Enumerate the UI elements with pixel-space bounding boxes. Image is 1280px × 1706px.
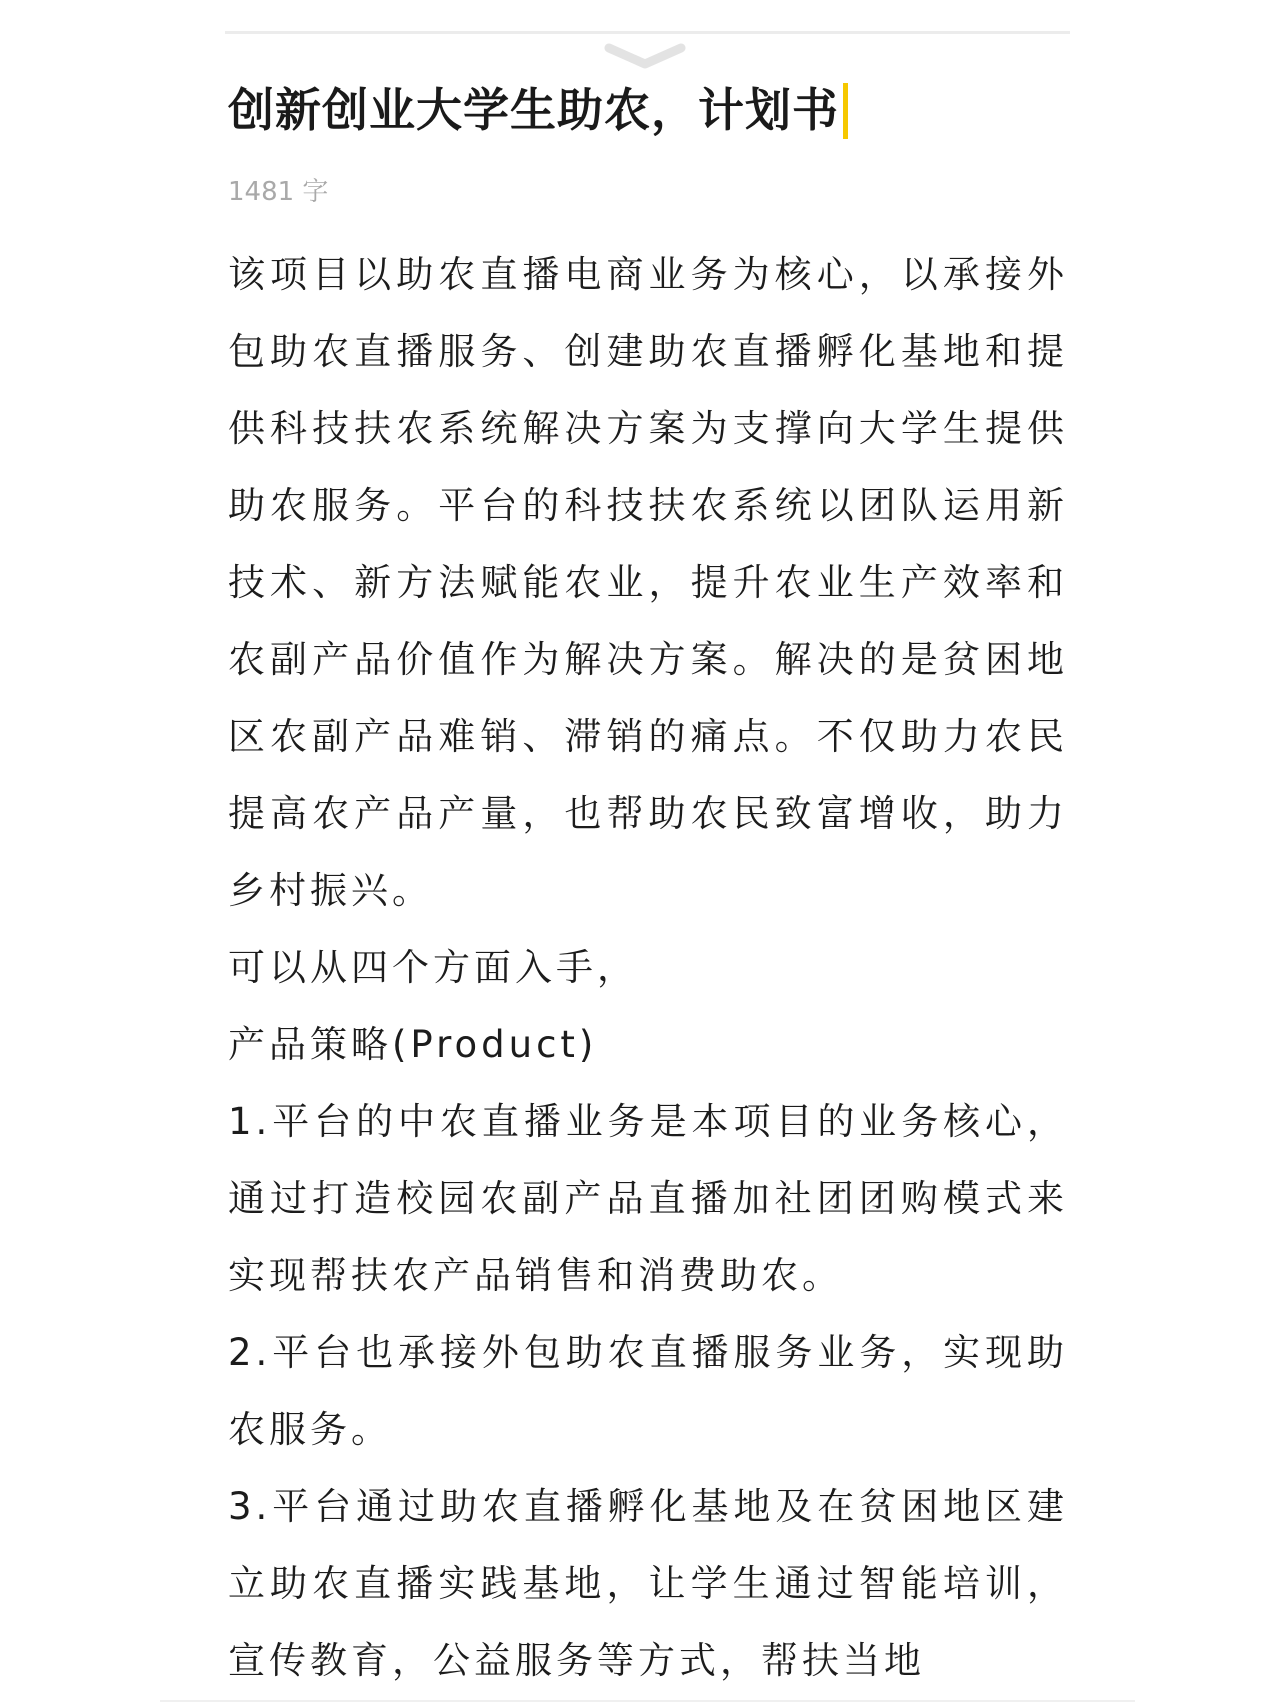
paragraph: 可以从四个方面入手， — [228, 946, 638, 989]
text-cursor — [843, 83, 848, 139]
document-title-field[interactable] — [228, 70, 1068, 150]
paragraph: 3.平台通过助农直播孵化基地及在贫困地区建立助农直播实践基地，让学生通过智能培训，宣传教育，公益服务等方式，帮扶当地 — [228, 1485, 1068, 1682]
top-divider — [225, 31, 1070, 34]
paragraph: 2.平台也承接外包助农直播服务业务，实现助农服务。 — [228, 1331, 1068, 1451]
collapse-handle[interactable] — [603, 40, 687, 74]
bottom-divider — [160, 1700, 1135, 1702]
paragraph: 该项目以助农直播电商业务为核心，以承接外包助农直播服务、创建助农直播孵化基地和提供科技扶农系统解决方案为支撑向大学生提供助农服务。平台的科技扶农系统以团队运用新技术、新方法赋能农业，提升农业生产效率和农副产品价值作为解决方案。解决的是贫困地区农副产品难销、滞销的痛点。不仅助力农民提高农产品产量，也帮助农民致富增收，助力乡村振兴。 — [228, 253, 1068, 912]
word-count: 1481 字 — [228, 177, 329, 207]
paragraph: 1.平台的中农直播业务是本项目的业务核心，通过打造校园农副产品直播加社团团购模式来实现帮扶农产品销售和消费助农。 — [228, 1100, 1068, 1297]
paragraph: 产品策略(Product) — [228, 1023, 598, 1066]
document-body[interactable] — [228, 236, 1068, 1699]
chevron-down-icon — [603, 40, 687, 74]
document-editor[interactable] — [228, 70, 1068, 1699]
document-title: 创新创业大学生助农，计划书 — [228, 83, 839, 137]
